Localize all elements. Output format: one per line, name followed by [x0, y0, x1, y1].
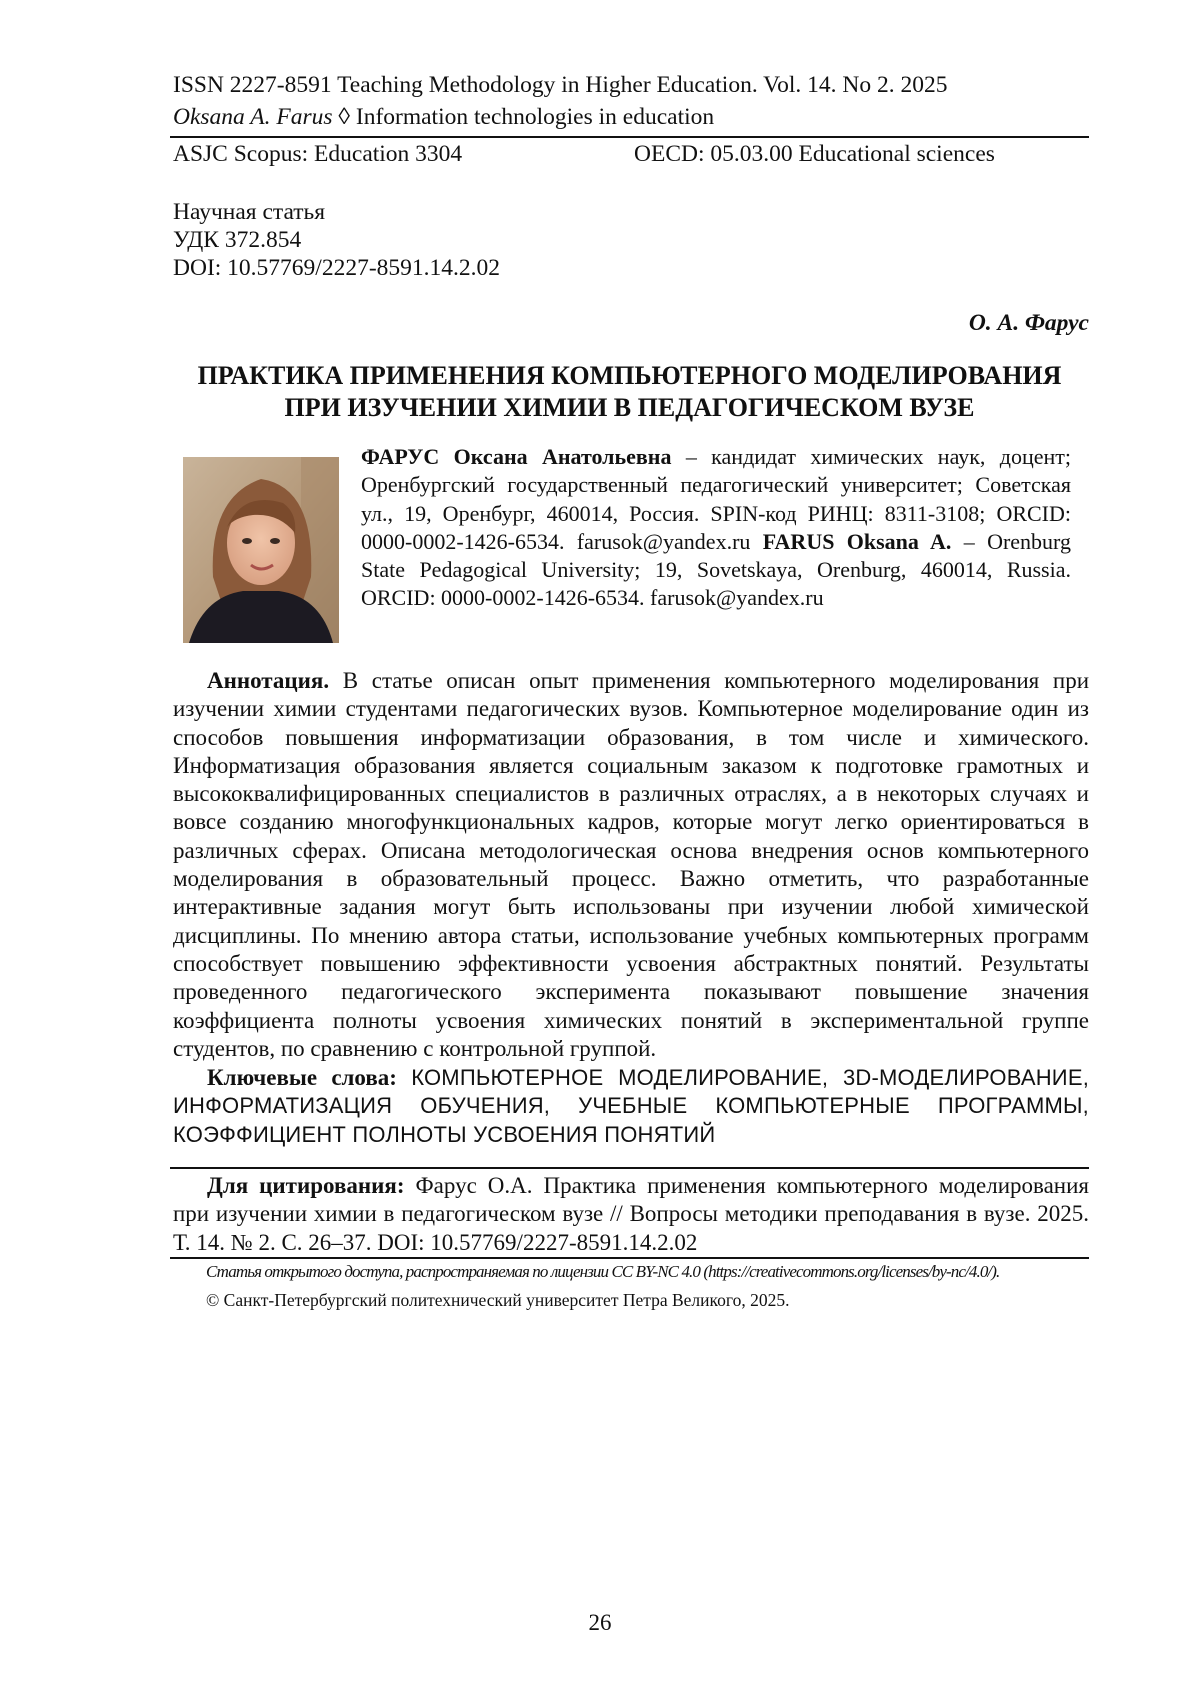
- license-note: Статья открытого доступа, распространяемая по лицензии CC BY-NC 4.0 (https://creativecommons.org/licenses/by-nc/4.0/).: [206, 1262, 1000, 1281]
- oecd-classification: OECD: 05.03.00 Educational sciences: [634, 141, 995, 167]
- author-details-ru: – кандидат химических наук, доцент; Оренбургский государственный педагогический университет; Советская ул., 19, Оренбург, 460014, Россия. SPIN-код РИНЦ: 8311-3108; ORCID: 0000-0002-1426-6534. farusok@yandex.ru: [361, 444, 1071, 554]
- journal-header-line: ISSN 2227-8591 Teaching Methodology in Higher Education. Vol. 14. No 2. 2025: [173, 72, 948, 98]
- udk-code: УДК 372.854: [173, 227, 302, 253]
- doi-line: DOI: 10.57769/2227-8591.14.2.02: [173, 255, 501, 281]
- article-title: [170, 360, 1089, 424]
- author-details-en: – Orenburg State Pedagogical University; 19, Sovetskaya, Orenburg, 460014, Russia. ORCID: 0000-0002-1426-6534. farusok@yandex.ru: [361, 528, 1071, 611]
- citation-divider-top: [170, 1167, 1089, 1169]
- author-name-en: FARUS Oksana A.: [762, 528, 952, 554]
- citation-text: Фарус О.А. Практика применения компьютерного моделирования при изучении химии в педагогическом вузе // Вопросы методики преподавания в вузе. 2025. Т. 14. № 2. С. 26–37. DOI: 10.57769/2227-8591.14.2.02: [173, 1173, 1089, 1255]
- citation-label: Для цитирования:: [207, 1173, 405, 1198]
- keywords-values: КОМПЬЮТЕРНОЕ МОДЕЛИРОВАНИЕ, 3D-МОДЕЛИРОВАНИЕ, ИНФОРМАТИЗАЦИЯ ОБУЧЕНИЯ, УЧЕБНЫЕ КОМПЬЮТЕРНЫЕ ПРОГРАММЫ, КОЭФФИЦИЕНТ ПОЛНОТЫ УСВОЕНИЯ ПОНЯТИЙ: [173, 1065, 1090, 1147]
- citation-divider-bottom: [170, 1257, 1089, 1259]
- copyright-note: © Санкт-Петербургский политехнический университет Петра Великого, 2025.: [206, 1290, 790, 1310]
- author-name-ru: ФАРУС Оксана Анатольевна: [361, 444, 672, 469]
- citation: [173, 1172, 1089, 1257]
- header-divider: [170, 136, 1089, 138]
- byline: О. А. Фарус: [968, 310, 1089, 336]
- title-line-2: ПРИ ИЗУЧЕНИИ ХИМИИ В ПЕДАГОГИЧЕСКОМ ВУЗЕ: [284, 393, 975, 422]
- author-photo: [183, 457, 339, 643]
- running-header-section: ◊ Information technologies in education: [332, 104, 715, 130]
- article-type: Научная статья: [173, 199, 326, 225]
- abstract-label: Аннотация.: [207, 668, 330, 693]
- keywords: [173, 1064, 1089, 1149]
- abstract: [173, 667, 1089, 1063]
- keywords-label: Ключевые слова:: [207, 1065, 397, 1090]
- page-number: 26: [588, 1610, 612, 1635]
- title-line-1: ПРАКТИКА ПРИМЕНЕНИЯ КОМПЬЮТЕРНОГО МОДЕЛИРОВАНИЯ: [197, 361, 1062, 390]
- running-header-author: Oksana A. Farus: [173, 104, 333, 130]
- running-header: [173, 104, 714, 131]
- abstract-text: В статье описан опыт применения компьютерного моделирования при изучении химии студентами педагогических вузов. Компьютерное моделирование один из способов повышения информатизации образования, в том числе и химического. Информатизация образования является социальным заказом к подготовке грамотных и высококвалифицированных специалистов в различных отраслях, а в некоторых случаях и вовсе созданию многофункциональных кадров, которые могут легко ориентироваться в различных сферах. Описана методологическая основа внедрения основ компьютерного моделирования в образовательный процесс. Важно отметить, что разработанные интерактивные задания могут быть использованы при изучении любой химической дисциплины. По мнению автора статьи, использование учебных компьютерных программ способствует повышению эффективности усвоения абстрактных понятий. Результаты проведенного педагогического эксперимента показывают повышение значения коэффициента полноты усвоения химических понятий в экспериментальной группе студентов, по сравнению с контрольной группой.: [173, 668, 1089, 1061]
- author-info: [361, 443, 1071, 613]
- asjc-classification: ASJC Scopus: Education 3304: [173, 141, 463, 167]
- article-meta: [173, 198, 500, 282]
